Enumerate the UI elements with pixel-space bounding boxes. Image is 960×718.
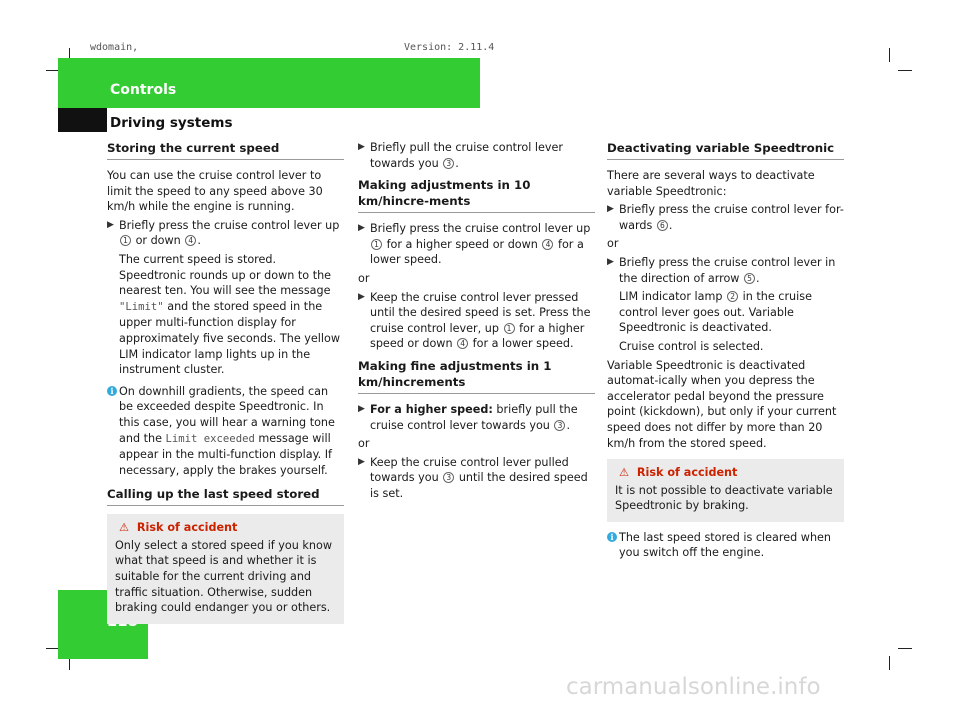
- callout-3: 3: [443, 158, 454, 169]
- step: ▶ Keep the cruise control lever pressed until the desired speed is set. Press the cruise control lever, up 1 for a higher speed or down 4 for a lower speed.: [358, 290, 591, 351]
- warning-title: Risk of accident: [636, 466, 738, 480]
- step: ▶ Briefly press the cruise control lever up 1 for a higher speed or down 4 for a lower speed.: [358, 222, 591, 267]
- paragraph: Variable Speedtronic is deactivated automat-ically when you depress the accelerator pedal beyond the pressure point (kickdown), but only if your current speed does not differ by more than 20 km/h from the stored speed.: [607, 358, 837, 450]
- arrow-icon: ▶: [607, 204, 614, 215]
- info-icon: i: [607, 532, 617, 542]
- step-result: The current speed is stored. Speedtronic rounds up or down to the nearest ten. You will see the message "Limit" and the stored speed in the upper multi-function display for approximately five seconds. The yellow LIM indicator lamp lights up in the instrument cluster.: [119, 252, 340, 377]
- callout-4: 4: [457, 338, 468, 349]
- column-1: [107, 140, 344, 632]
- watermark: carmanualsonline.info: [566, 674, 821, 700]
- column-3: [607, 140, 844, 564]
- crop-mark: [898, 70, 912, 71]
- warning-icon: ⚠: [618, 466, 630, 480]
- header-meta-left: wdomain,: [90, 42, 139, 53]
- column-2: [358, 140, 595, 505]
- arrow-icon: ▶: [107, 219, 114, 230]
- callout-1: 1: [120, 235, 131, 246]
- arrow-icon: ▶: [607, 256, 614, 267]
- warning-box: [607, 459, 844, 522]
- info-note: i The last speed stored is cleared when you switch off the engine.: [607, 530, 844, 561]
- crop-mark: [898, 648, 912, 649]
- or-text: or: [358, 271, 370, 285]
- or-text: or: [358, 437, 370, 451]
- heading-calling-up: Calling up the last speed stored: [107, 486, 344, 506]
- warning-text: Only select a stored speed if you know what that speed is and whether it is suitable for the current driving and traffic situation. Otherwise, sudden braking could endanger you or others.: [115, 538, 332, 615]
- arrow-icon: ▶: [358, 142, 365, 152]
- paragraph: There are several ways to deactivate variable Speedtronic:: [607, 169, 815, 198]
- heading-storing-speed: Storing the current speed: [107, 140, 344, 160]
- callout-3: 3: [443, 472, 454, 483]
- callout-6: 6: [657, 220, 668, 231]
- callout-5: 5: [744, 273, 755, 284]
- header-tab: [58, 108, 107, 132]
- heading-10kmh: Making adjustments in 10 km/hincre-ments: [358, 177, 595, 213]
- callout-1: 1: [504, 323, 515, 334]
- arrow-icon: ▶: [358, 223, 365, 234]
- callout-1: 1: [371, 239, 382, 250]
- step: ▶ For a higher speed: briefly pull the cruise control lever towards you 3 .: [358, 402, 578, 432]
- heading-deactivating: Deactivating variable Speedtronic: [607, 140, 844, 160]
- section-title: Controls: [110, 82, 177, 98]
- step: ▶ Briefly press the cruise control lever for-wards 6 .: [607, 203, 844, 232]
- step: ▶ Briefly press the cruise control lever in the direction of arrow 5 .: [607, 255, 836, 285]
- step: ▶ Briefly press the cruise control lever up 1 or down 4 .: [107, 218, 340, 248]
- arrow-icon: ▶: [358, 456, 365, 467]
- crop-mark: [889, 48, 890, 62]
- info-icon: i: [107, 386, 117, 396]
- warning-title: Risk of accident: [136, 521, 238, 535]
- message-limit: "Limit": [119, 300, 164, 313]
- warning-text: It is not possible to deactivate variable Speedtronic by braking.: [615, 483, 833, 513]
- header-meta-right: Version: 2.11.4: [404, 42, 495, 53]
- warning-icon: ⚠: [118, 521, 130, 535]
- step: ▶ Briefly pull the cruise control lever towards you 3 .: [358, 141, 564, 170]
- warning-box: [107, 514, 344, 624]
- paragraph: You can use the cruise control lever to limit the speed to any speed above 30 km/h while the engine is running.: [107, 169, 323, 214]
- info-note: i On downhill gradients, the speed can be exceeded despite Speedtronic. In this case, you will hear a warning tone and the Limit exceeded message will appear in the multi-function display. If necessary, apply the brakes yourself.: [107, 384, 344, 479]
- or-text: or: [607, 237, 619, 251]
- step-result: LIM indicator lamp 2 in the cruise control lever goes out. Variable Speedtronic is deactivated.: [619, 290, 812, 335]
- arrow-icon: ▶: [358, 291, 365, 302]
- callout-4: 4: [542, 239, 553, 250]
- arrow-icon: ▶: [358, 403, 365, 414]
- callout-4: 4: [185, 235, 196, 246]
- message-limit-exceeded: Limit exceeded: [165, 432, 255, 445]
- crop-mark: [889, 656, 890, 670]
- callout-2: 2: [727, 291, 738, 302]
- subsection-title: Driving systems: [110, 115, 233, 131]
- heading-1kmh: Making fine adjustments in 1 km/hincrements: [358, 358, 595, 394]
- step-result: Cruise control is selected.: [619, 339, 764, 353]
- step: ▶ Keep the cruise control lever pulled towards you 3 until the desired speed is set.: [358, 455, 588, 500]
- callout-3: 3: [554, 420, 565, 431]
